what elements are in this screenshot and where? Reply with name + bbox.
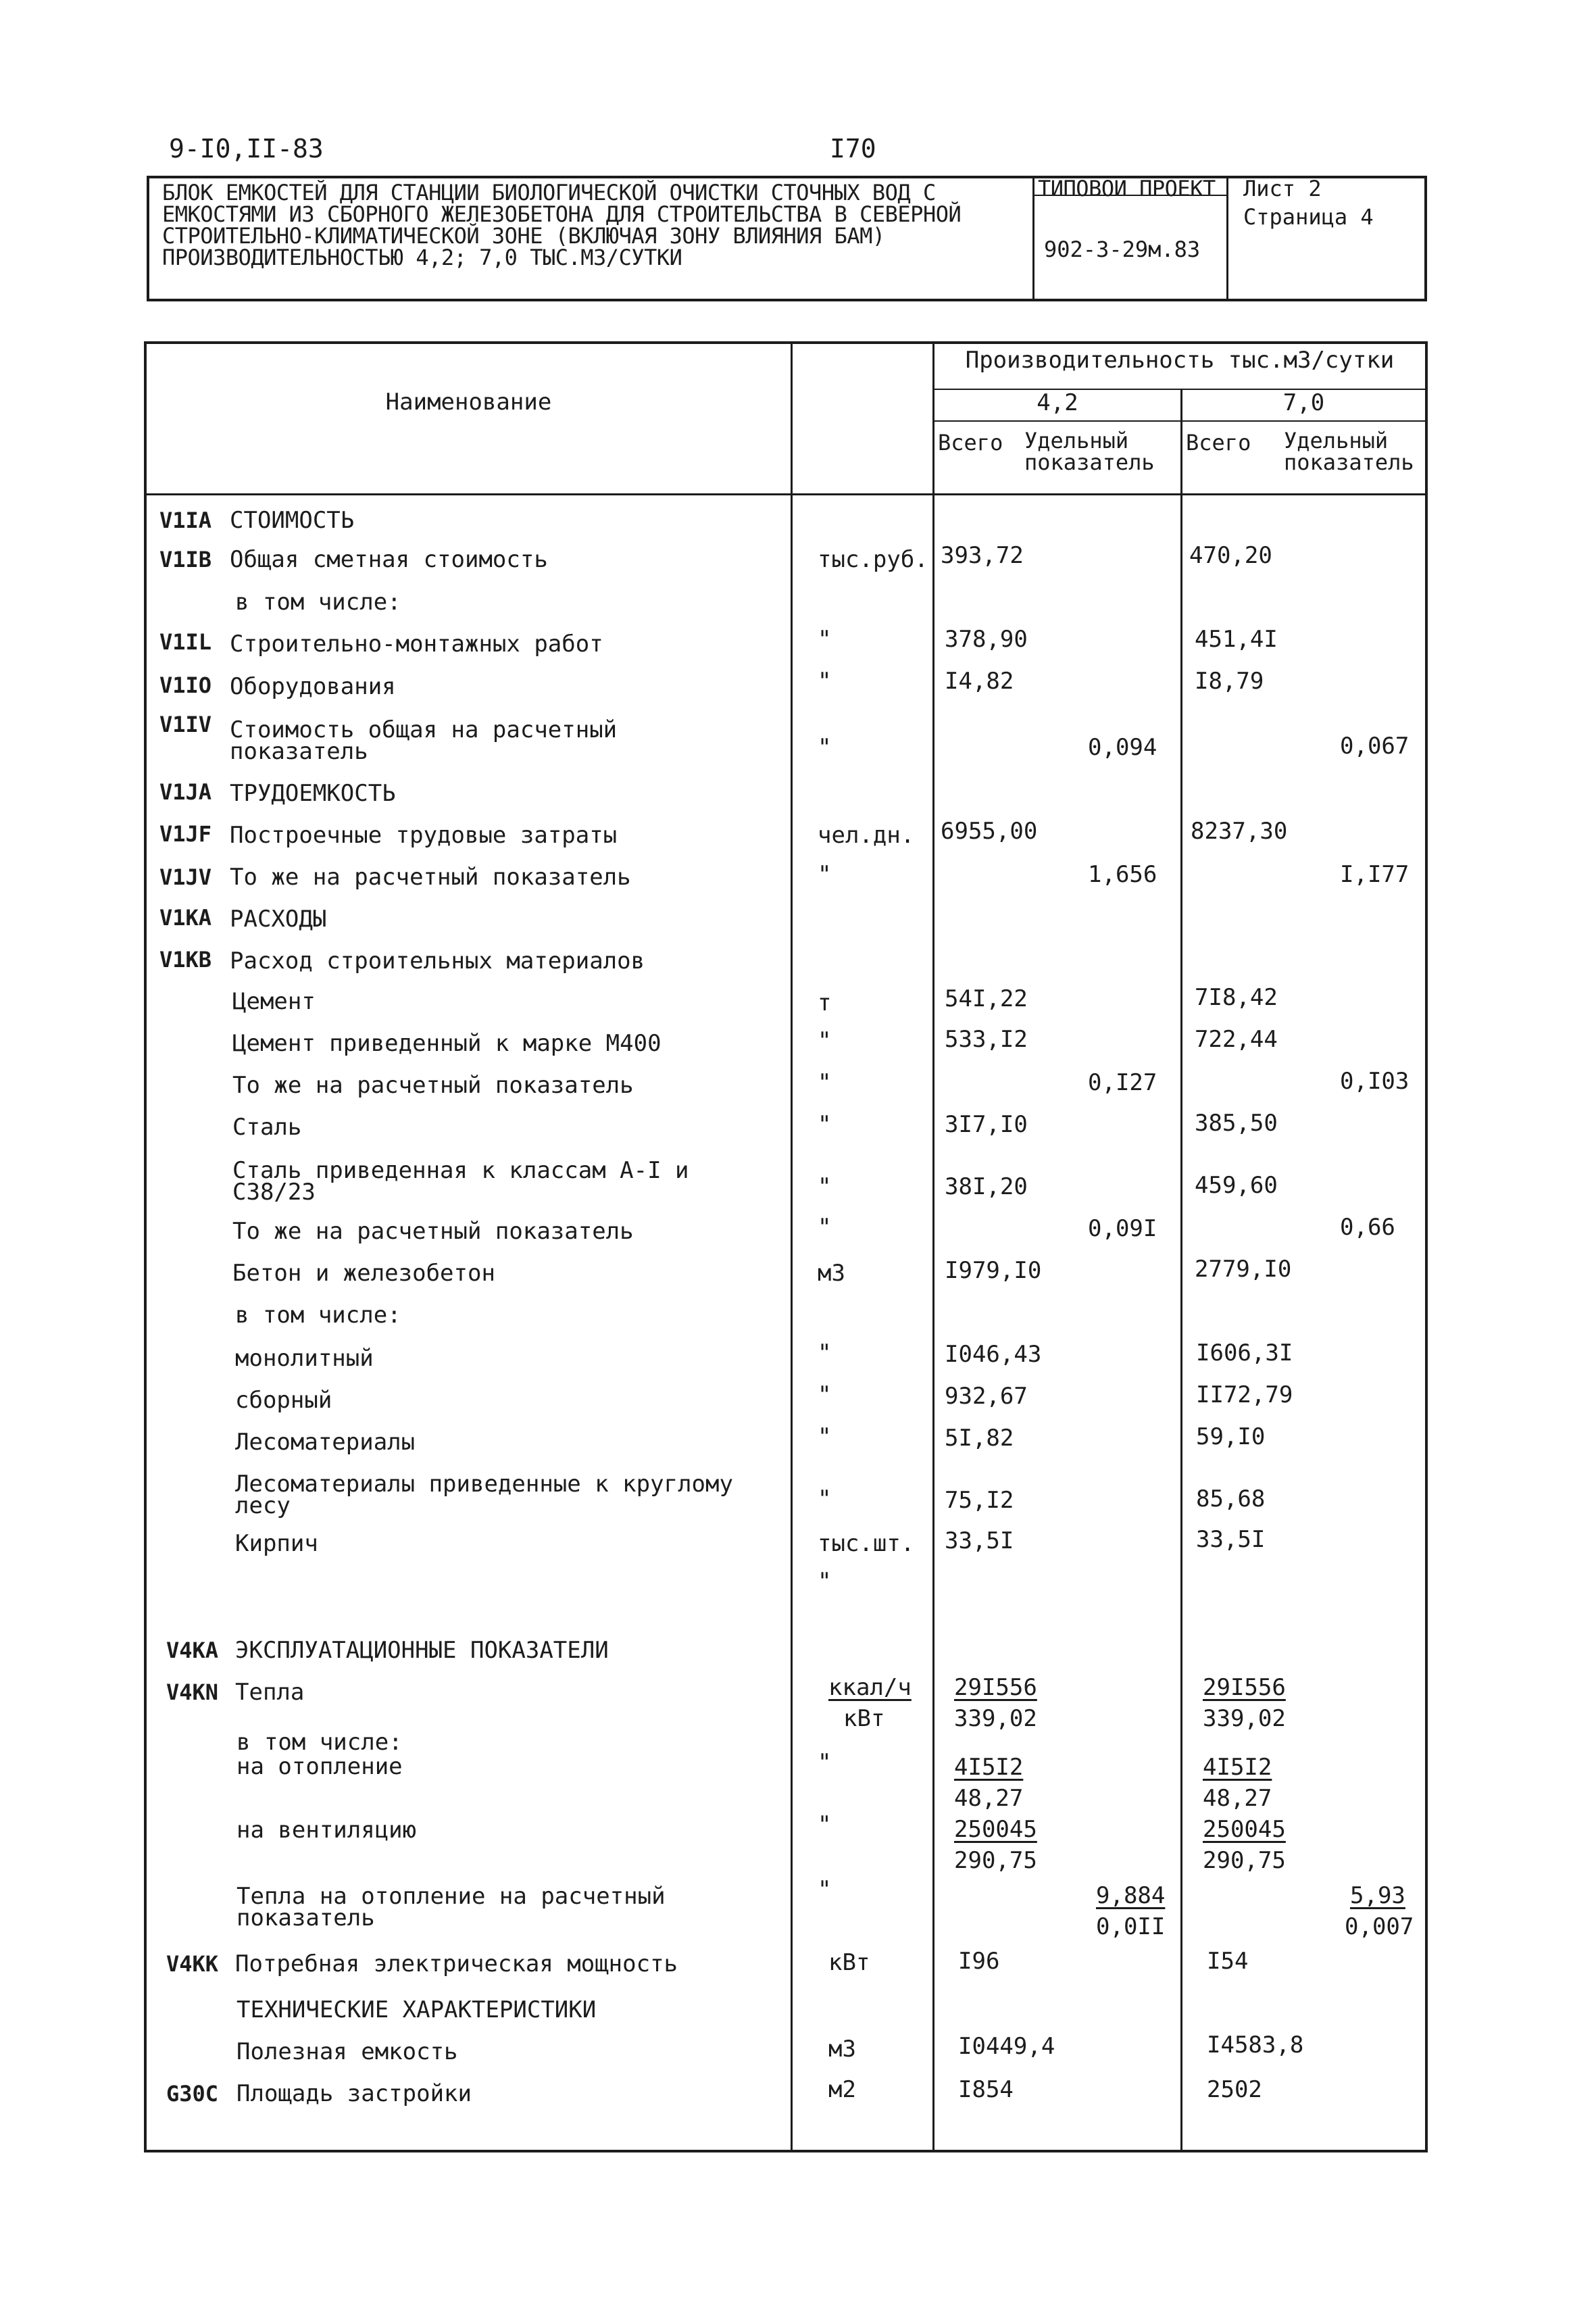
row-name: в том числе: — [235, 589, 401, 616]
row-total-7-0: 2502 — [1207, 2076, 1262, 2103]
row-unit: " — [818, 1811, 832, 1838]
row-code: V1JA — [159, 779, 212, 805]
row-name: Кирпич — [235, 1530, 318, 1557]
page-label: Страница 4 — [1243, 204, 1374, 230]
row-code: V4KN — [166, 1679, 219, 1705]
row-unit: " — [818, 1339, 832, 1367]
row-total-4-2: I979,I0 — [945, 1257, 1042, 1284]
row-total-7-0: 85,68 — [1196, 1485, 1266, 1512]
row-specific-7-0: 0,66 — [1340, 1214, 1395, 1241]
row-total-4-2: 5I,82 — [945, 1425, 1014, 1452]
header-total-4-2: Всего — [938, 430, 1003, 456]
row-specific-7-0-secondary: 0,007 — [1345, 1913, 1414, 1940]
header-capacity: Производительность тыс.м3/сутки — [965, 347, 1395, 374]
row-specific-7-0: 0,067 — [1340, 733, 1410, 760]
row-unit: м3 — [818, 1260, 845, 1287]
row-total-7-0 — [1203, 1814, 1286, 1876]
row-total-7-0: 385,50 — [1195, 1110, 1278, 1137]
row-total-7-0-secondary: 290,75 — [1203, 1847, 1286, 1874]
row-total-4-2: 393,72 — [941, 542, 1024, 569]
row-unit: " — [818, 734, 832, 761]
title-line-3: СТРОИТЕЛЬНО-КЛИМАТИЧЕСКОЙ ЗОНЕ (ВКЛЮЧАЯ ЗОНУ ВЛИЯНИЯ БАМ) — [162, 223, 885, 249]
row-total-7-0-primary: 4I5I2 — [1203, 1754, 1272, 1781]
row-total-4-2-primary: 4I5I2 — [954, 1754, 1024, 1781]
row-name-sub: на отопление — [236, 1753, 403, 1780]
header-specific-4-2: Удельный показатель — [1024, 428, 1155, 475]
row-total-4-2 — [954, 1752, 1023, 1814]
row-total-7-0-primary: 29I556 — [1203, 1674, 1286, 1701]
row-name: То же на расчетный показатель — [232, 1072, 634, 1099]
row-name: РАСХОДЫ — [230, 906, 327, 933]
row-total-4-2 — [954, 1672, 1037, 1734]
row-name: монолитный — [235, 1345, 374, 1372]
header-specific-7-0: Удельный показатель — [1284, 428, 1414, 475]
row-code: V1IB — [159, 547, 212, 572]
row-total-7-0: I4583,8 — [1207, 2032, 1304, 2059]
header-name: Наименование — [385, 389, 552, 416]
row-name: Тепла на отопление на расчетный показатель — [236, 1883, 666, 1931]
row-total-7-0: II72,79 — [1196, 1381, 1293, 1408]
row-code: V1IA — [159, 508, 212, 533]
row-total-4-2-secondary: 290,75 — [954, 1847, 1037, 1874]
row-total-7-0: 2779,I0 — [1195, 1256, 1292, 1283]
title-line-4: ПРОИЗВОДИТЕЛЬНОСТЬЮ 4,2; 7,0 ТЫС.М3/СУТКИ — [162, 245, 682, 270]
row-name: Расход строительных материалов — [230, 947, 645, 975]
row-unit: " — [818, 1173, 832, 1200]
row-specific-4-2: 0,094 — [1088, 734, 1157, 761]
row-total-4-2: I4,82 — [945, 668, 1014, 695]
row-code: V1IV — [159, 712, 212, 737]
row-total-4-2: I0449,4 — [958, 2033, 1055, 2060]
row-total-4-2: 6955,00 — [941, 818, 1038, 845]
page-number: I70 — [830, 134, 876, 164]
row-name: То же на расчетный показатель — [232, 1218, 634, 1245]
row-code: G30C — [166, 2081, 219, 2107]
row-unit: " — [818, 668, 832, 695]
row-specific-7-0 — [1345, 1880, 1414, 1942]
row-name: сборный — [235, 1387, 332, 1414]
row-name: Лесоматериалы — [235, 1429, 416, 1456]
row-total-4-2: 378,90 — [945, 626, 1028, 653]
header-total-7-0: Всего — [1186, 430, 1251, 456]
row-unit: " — [818, 1423, 832, 1450]
row-total-7-0: 459,60 — [1195, 1172, 1278, 1199]
row-code: V1JV — [159, 864, 212, 890]
row-total-4-2-secondary: 339,02 — [954, 1705, 1037, 1732]
row-total-4-2: 54I,22 — [945, 985, 1028, 1012]
row-total-4-2: I046,43 — [945, 1341, 1042, 1368]
row-specific-7-0: 0,I03 — [1340, 1068, 1410, 1095]
row-code: V1IL — [159, 629, 212, 655]
row-code: V1JF — [159, 821, 212, 847]
row-total-4-2: 75,I2 — [945, 1487, 1014, 1514]
row-name: ТРУДОЕМКОСТЬ — [230, 780, 396, 807]
row-total-4-2 — [954, 1814, 1037, 1876]
row-specific-4-2-primary: 9,884 — [1096, 1882, 1166, 1909]
row-total-7-0: 451,4I — [1195, 626, 1278, 653]
row-total-7-0-secondary: 339,02 — [1203, 1705, 1286, 1732]
project-number: 902-3-29м.83 — [1044, 237, 1201, 262]
row-name: ТЕХНИЧЕСКИЕ ХАРАКТЕРИСТИКИ — [236, 1996, 597, 2023]
row-name: в том числе: — [236, 1729, 403, 1756]
row-unit: " — [818, 1876, 832, 1903]
project-label: ТИПОВОЙ ПРОЕКТ — [1038, 176, 1216, 201]
row-unit: " — [818, 861, 832, 888]
row-unit: тыс.руб. — [818, 546, 928, 573]
row-total-7-0: 8237,30 — [1191, 818, 1288, 845]
row-unit-secondary: кВт — [843, 1705, 885, 1732]
row-total-7-0-secondary: 48,27 — [1203, 1785, 1272, 1812]
row-total-7-0: I54 — [1207, 1948, 1249, 1975]
row-unit: кВт — [828, 1949, 870, 1976]
row-name: Цемент приведенный к марке М400 — [232, 1030, 662, 1057]
row-total-4-2: 3I7,I0 — [945, 1111, 1028, 1138]
row-name: Оборудования — [230, 673, 396, 700]
row-total-4-2-primary: 29I556 — [954, 1674, 1037, 1701]
row-total-7-0 — [1203, 1672, 1286, 1734]
row-total-7-0: 722,44 — [1195, 1026, 1278, 1053]
row-name: Полезная емкость — [236, 2038, 458, 2065]
row-total-4-2: 33,5I — [945, 1527, 1014, 1554]
row-total-7-0: 470,20 — [1189, 542, 1272, 569]
row-name: Цемент — [232, 988, 316, 1015]
row-total-7-0-primary: 250045 — [1203, 1816, 1286, 1843]
row-specific-4-2-secondary: 0,0II — [1096, 1913, 1166, 1940]
sheet-label: Лист 2 — [1243, 176, 1322, 201]
row-unit: " — [818, 1027, 832, 1054]
row-specific-4-2: 1,656 — [1088, 861, 1157, 888]
header-group-7-0: 7,0 — [1282, 389, 1325, 416]
row-total-4-2: I854 — [958, 2076, 1014, 2103]
row-unit: м2 — [828, 2076, 856, 2103]
row-name: Бетон и железобетон — [232, 1260, 495, 1287]
title-line-2: ЕМКОСТЯМИ ИЗ СБОРНОГО ЖЕЛЕЗОБЕТОНА ДЛЯ СТРОИТЕЛЬСТВА В СЕВЕРНОЙ — [162, 201, 962, 227]
row-unit: " — [818, 1381, 832, 1408]
header-group-4-2: 4,2 — [1037, 389, 1078, 416]
row-total-4-2: 38I,20 — [945, 1173, 1028, 1200]
row-code: V1IO — [159, 672, 212, 698]
row-unit: " — [818, 1069, 832, 1096]
row-unit: м3 — [828, 2036, 856, 2063]
row-name: Стоимость общая на расчетный показатель — [230, 716, 618, 765]
row-total-4-2: 533,I2 — [945, 1026, 1028, 1053]
doc-code: 9-I0,II-83 — [169, 134, 324, 164]
row-name: Лесоматериалы приведенные к круглому лесу — [235, 1471, 733, 1519]
row-total-7-0: 59,I0 — [1196, 1423, 1266, 1450]
row-unit: " — [818, 1749, 832, 1776]
row-specific-7-0: I,I77 — [1340, 861, 1410, 888]
row-total-4-2: I96 — [958, 1948, 1000, 1975]
row-name: Строительно-монтажных работ — [230, 631, 603, 658]
row-name: в том числе: — [235, 1302, 401, 1329]
row-name: Построечные трудовые затраты — [230, 822, 618, 849]
row-specific-4-2: 0,I27 — [1088, 1069, 1157, 1096]
title-line-1: БЛОК ЕМКОСТЕЙ ДЛЯ СТАНЦИИ БИОЛОГИЧЕСКОЙ ОЧИСТКИ СТОЧНЫХ ВОД С — [162, 180, 936, 205]
row-specific-7-0-primary: 5,93 — [1350, 1882, 1405, 1909]
row-unit: " — [818, 1214, 832, 1241]
row-total-7-0: 7I8,42 — [1195, 984, 1278, 1011]
row-specific-4-2: 0,09I — [1088, 1215, 1157, 1242]
row-unit-primary: ккал/ч — [828, 1674, 912, 1701]
row-total-4-2-secondary: 48,27 — [954, 1785, 1024, 1812]
row-name: Тепла — [235, 1679, 305, 1706]
row-name: Сталь приведенная к классам А-I и С38/23 — [232, 1157, 689, 1206]
row-unit: " — [818, 1485, 832, 1512]
row-name: СТОИМОСТЬ — [230, 507, 355, 534]
row-code: V1KA — [159, 905, 212, 931]
row-total-7-0: I8,79 — [1195, 668, 1264, 695]
row-name: Площадь застройки — [236, 2080, 472, 2107]
row-code: V4KA — [166, 1638, 219, 1663]
row-specific-4-2 — [1096, 1880, 1165, 1942]
row-name: Сталь — [232, 1114, 302, 1141]
row-name: ЭКСПЛУАТАЦИОННЫЕ ПОКАЗАТЕЛИ — [235, 1637, 609, 1664]
row-code: V4KK — [166, 1951, 219, 1977]
row-code: V1KB — [159, 947, 212, 973]
row-unit: тыс.шт. — [818, 1530, 915, 1557]
row-total-7-0 — [1203, 1752, 1272, 1814]
row-name: Потребная электрическая мощность — [235, 1950, 678, 1977]
row-total-4-2-primary: 250045 — [954, 1816, 1037, 1843]
row-unit — [828, 1672, 912, 1734]
row-name: То же на расчетный показатель — [230, 864, 631, 891]
row-unit: чел.дн. — [818, 822, 915, 849]
row-unit-ditto: " — [818, 1568, 832, 1595]
row-unit: " — [818, 1111, 832, 1138]
row-name: Общая сметная стоимость — [230, 546, 548, 573]
row-unit: т — [818, 989, 832, 1016]
row-total-7-0: 33,5I — [1196, 1526, 1266, 1553]
row-name: на вентиляцию — [236, 1817, 417, 1844]
row-total-7-0: I606,3I — [1196, 1339, 1293, 1367]
row-unit: " — [818, 626, 832, 653]
row-total-4-2: 932,67 — [945, 1383, 1028, 1410]
